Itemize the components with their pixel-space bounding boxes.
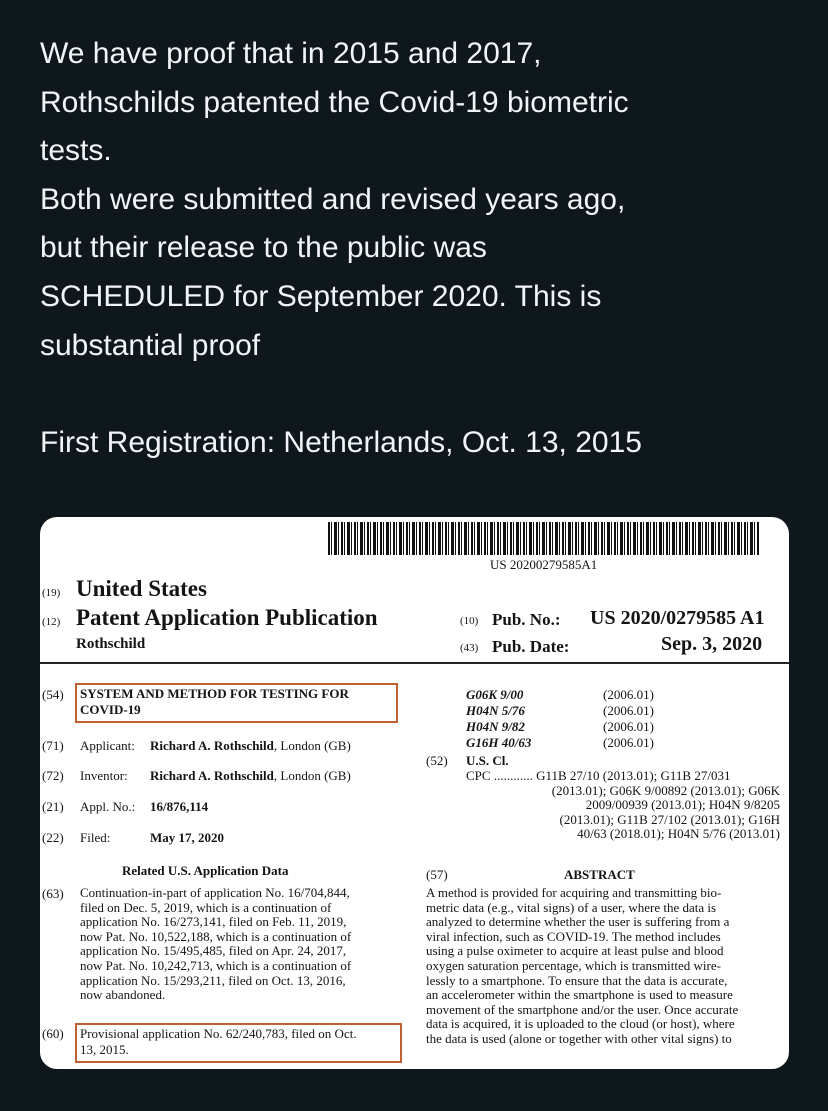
int-cl-code: G06K 9/00 [466,687,524,702]
tweet-line: First Registration: Netherlands, Oct. 13, 2015 [40,425,642,459]
tweet-text [40,30,800,467]
cpc-classification: CPC ............ G11B 27/10 (2013.01); G11B 27/031 (2013.01); G06K 9/00892 (2013.01); G06K 2009/00939 (2013.01); H04N 9/8205 (2013.01); G11B 27/102 (2013.01); G16H 40/63 (2018.01); H04N 5/76 (2013.01) [466,768,780,842]
barcode-number: US 20200279585A1 [490,557,598,572]
tweet-line: but their release to the public was [40,231,487,265]
filed-date: May 17, 2020 [150,830,225,845]
application-number: 16/876,114 [150,799,209,814]
abstract-text: A method is provided for acquiring and transmitting bio- metric data (e.g., vital signs) of a user, where the data is analyzed to determine whether the user is suffering from a viral infection, such as COVID-19. The method includes using a pulse oximeter to acquire at least pulse and blood oxygen saturation percentage, which is transmitted wire- lessly to a smartphone. To ensure that the data is accurate, an accelerometer within the smartphone is used to measure movement of the smartphone and/or the user. Once accurate data is acquired, it is uploaded to the cloud (or host), where the data is used (alone or together with other vital signs) to [426,885,739,1046]
tweet-line: SCHEDULED for September 2020. This is [40,279,602,313]
tweet-line: substantial proof [40,328,261,362]
header-divider [40,662,789,664]
country-heading: United States [76,576,207,601]
related-heading: Related U.S. Application Data [122,863,289,878]
tweet-line: Rothschilds patented the Covid-19 biometric [40,85,629,119]
tweet-line: Both were submitted and revised years ago, [40,182,626,216]
pub-no-label: Pub. No.: [492,610,561,629]
int-cl-code: G16H 40/63 [466,735,532,750]
title-line: SYSTEM AND METHOD FOR TESTING FOR [80,686,349,701]
tweet-line: We have proof that in 2015 and 2017, [40,37,542,70]
inventor-surname: Rothschild [76,636,146,652]
patent-image[interactable]: US 20200279585A1 (19) United States (12) Patent Application Publication Rothschild (10) Pub. No.: US 2020/0279585 A1 (43) Pub. Date: Sep. 3, 2020 (54) SYSTEM AND METHOD FOR TESTING FOR COVID-19 (71) Applicant: Richard A. Rothschild, London (GB) (72) Inventor: Richard A. Rothschild, London (GB) (21) Appl. No.: 16/876,114 (22) Filed: May 17, 2020 Related U.S. Application Data (63) Continuation-in-part of application No. 16/704,844, filed on Dec. 5, 2019, which is a continuation of application No. 16/273,141, filed on Feb. 11, 2019, now Pat. No. 10,522,188, which is a continuation of application No. 15/495,485, filed on Apr. 24, 2017, now Pat. No. 10,242,713, which is a continuation of application No. 15/293,211, filed on Oct. 13, 2016, now abandoned. (60) Provisional application No. 62/240,783, filed on Oct. 13, 2015. G06K 9/00 (2006.01) H04N 5/76 (2006.01) H04N 9/82 (2006.01) G16H 40/63 (2006.01) (52) U.S. Cl. CPC ............ G11B 27/10 (2013.01); G11B 27/031 (2013.01); G06K 9/00892 (2013.01); G06K 2009/00939 (2013.01); H04N 9/8205 (2013.01); G11B 27/102 (2013.01); G16H 40/63 (2018.01); H04N 5/76 (2013.01) (57) ABSTRACT A method is provided for acquiring and transmitting bio- metric data (e.g., vital signs) of a user, where the data is analyzed to determine whether the user is suffering from a viral infection, such as COVID-19. The method includes using a pulse oximeter to acquire at least pulse and blood oxygen saturation percentage, which is transmitted wire- lessly to a smartphone. To ensure that the data is accurate, an accelerometer within the smartphone is used to measure movement of the smartphone and/or the user. Once accurate data is acquired, it is uploaded to the cloud (or host), where the data is used (alone or together with other vital signs) to [40,517,789,1069]
pub-no: US 2020/0279585 A1 [590,607,765,629]
abstract-heading: ABSTRACT [564,867,635,882]
barcode-image [328,522,760,555]
publication-type: Patent Application Publication [76,605,378,630]
provisional-line: 13, 2015. [80,1042,129,1057]
title-line: COVID-19 [80,702,141,717]
int-cl-code: H04N 5/76 [466,703,525,718]
inventor: Richard A. Rothschild, London (GB) [150,768,351,783]
us-cl-heading: U.S. Cl. [466,753,509,768]
pub-date: Sep. 3, 2020 [661,633,763,655]
int-cl-code: H04N 9/82 [466,719,525,734]
applicant: Richard A. Rothschild, London (GB) [150,738,351,753]
tweet-line: tests. [40,134,112,168]
provisional-line: Provisional application No. 62/240,783, filed on Oct. [80,1026,357,1041]
pub-date-label: Pub. Date: [492,637,570,656]
related-application-data: Continuation-in-part of application No. 16/704,844, filed on Dec. 5, 2019, which is a continuation of application No. 16/273,141, filed on Feb. 11, 2019, now Pat. No. 10,522,188, which is a continuation of application No. 15/495,485, filed on Apr. 24, 2017, now Pat. No. 10,242,713, which is a continuation of application No. 15/293,211, filed on Oct. 13, 2016, now abandoned. [80,885,352,1003]
